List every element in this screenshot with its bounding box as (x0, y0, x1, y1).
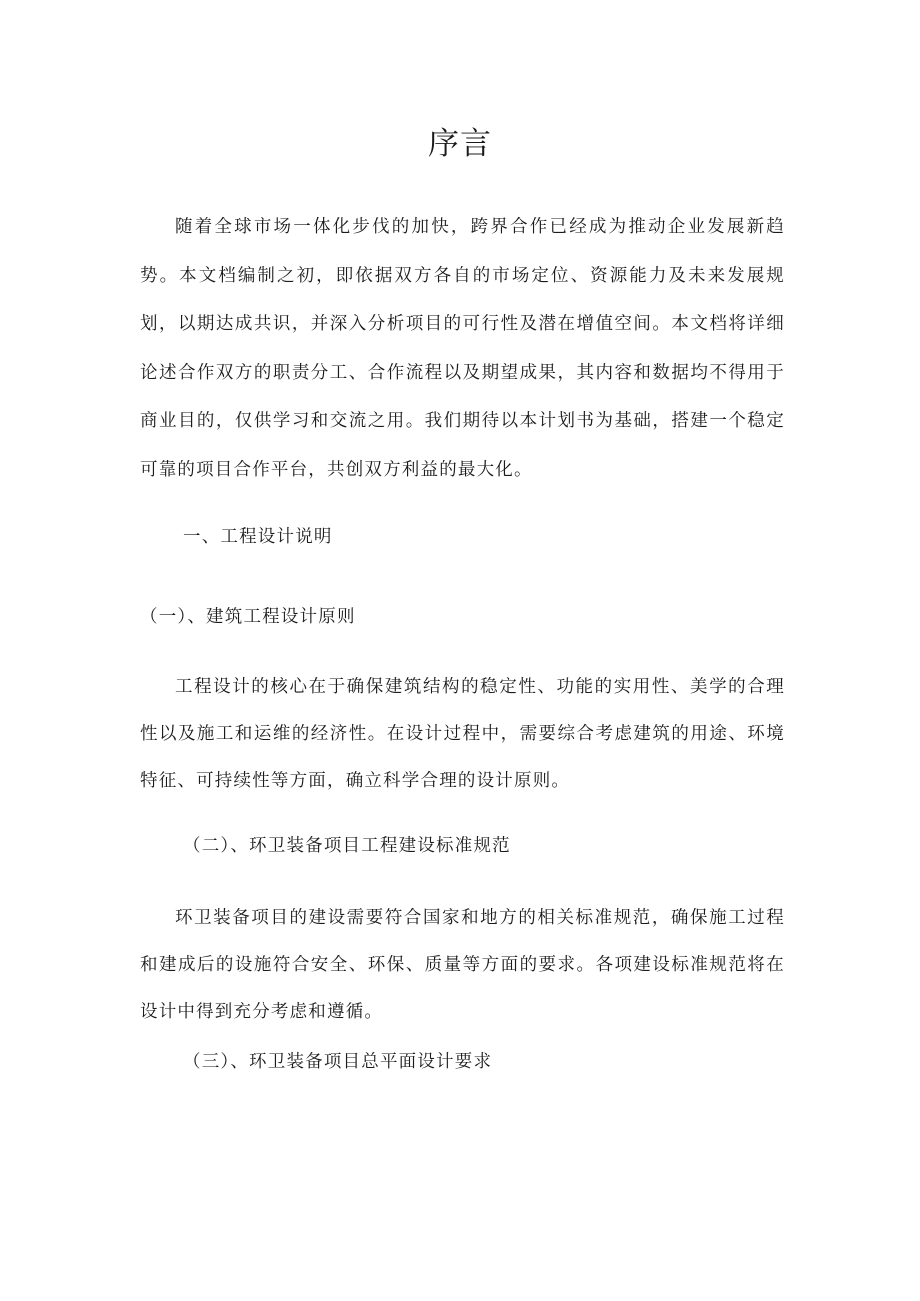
subsection-1-heading: （一）、建筑工程设计原则 (140, 607, 356, 627)
intro-paragraph: 随着全球市场一体化步伐的加快，跨界合作已经成为推动企业发展新趋势。本文档编制之初，即依据双方各自的市场定位、资源能力及未来发展规划，以期达成共识，并深入分析项目的可行性及潜在增值空间。本文档将详细论述合作双方的职责分工、合作流程以及期望成果，其内容和数据均不得用于商业目的，仅供学习和交流之用。我们期待以本计划书为基础，搭建一个稳定可靠的项目合作平台，共创双方利益的最大化。 (140, 217, 785, 480)
subsection-3-heading: （三）、环卫装备项目总平面设计要求 (183, 1052, 493, 1072)
subsection-2-paragraph: 环卫装备项目的建设需要符合国家和地方的相关标准规范，确保施工过程和建成后的设施符合安全、环保、质量等方面的要求。各项建设标准规范将在设计中得到充分考虑和遵循。 (140, 908, 785, 1022)
document-title: 序言 (428, 126, 492, 162)
subsection-2-heading: （二）、环卫装备项目工程建设标准规范 (183, 836, 511, 856)
subsection-1-paragraph: 工程设计的核心在于确保建筑结构的稳定性、功能的实用性、美学的合理性以及施工和运维的经济性。在设计过程中，需要综合考虑建筑的用途、环境特征、可持续性等方面，确立科学合理的设计原则。 (140, 677, 785, 791)
section-1-heading: 一、工程设计说明 (183, 527, 333, 547)
